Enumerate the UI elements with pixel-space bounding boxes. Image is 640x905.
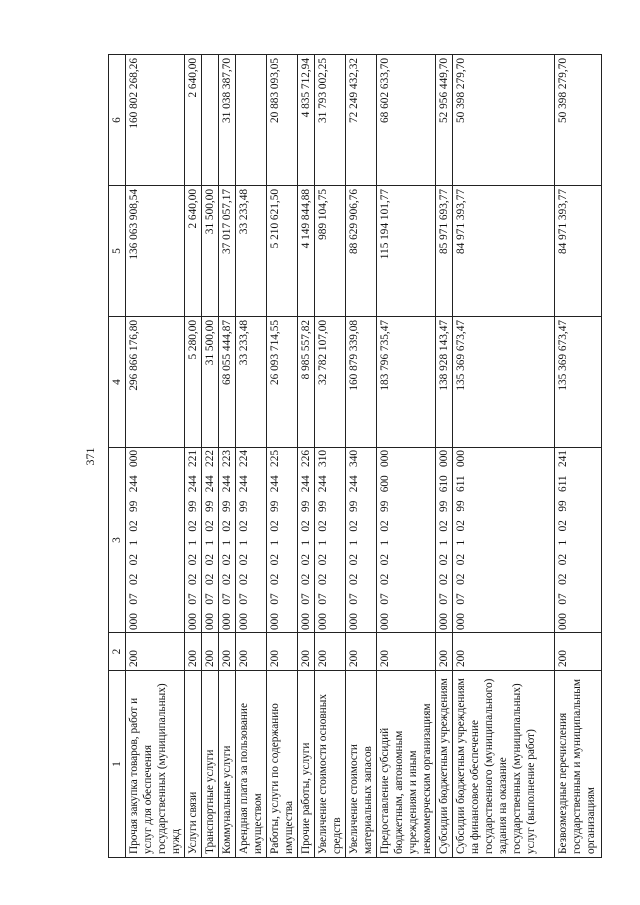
row-amount-col6: 2 640,00 [185, 55, 202, 186]
table-row [377, 55, 436, 858]
code-part: 99 [317, 500, 329, 512]
row-budget-code [219, 448, 236, 633]
row-budget-code [236, 448, 267, 633]
code-part: 02 [221, 554, 233, 566]
code-part: 224 [238, 450, 250, 467]
row-name: Увеличение стоимости материальных запасов [346, 671, 377, 858]
table-row [267, 55, 298, 858]
code-part: 07 [348, 593, 360, 605]
code-part: 222 [204, 450, 216, 467]
code-part: 310 [317, 450, 329, 467]
row-amount-col4: 135 369 673,47 [555, 317, 602, 448]
row-amount-col5: 4 149 844,88 [298, 186, 315, 317]
row-amount-col5: 33 233,48 [236, 186, 267, 317]
code-part: 02 [238, 520, 250, 532]
code-part: 611 [455, 475, 467, 492]
row-budget-code [377, 448, 436, 633]
code-part: 02 [557, 573, 569, 585]
row-amount-col6: 68 602 633,70 [377, 55, 436, 186]
code-part: 02 [238, 573, 250, 585]
code-part: 244 [348, 475, 360, 493]
code-part: 99 [204, 500, 216, 512]
code-part: 07 [300, 593, 312, 605]
code-part: 02 [557, 553, 569, 566]
code-part: 241 [557, 450, 569, 467]
code-part: 02 [187, 554, 199, 566]
row-code-line: 200 [236, 633, 267, 671]
code-part: 610 [438, 475, 450, 493]
row-amount-col4: 296 866 176,80 [126, 317, 185, 448]
code-part: 02 [300, 520, 312, 532]
code-part: 99 [455, 500, 467, 512]
code-part: 02 [128, 520, 140, 532]
code-part: 07 [269, 593, 281, 605]
column-header: 1 [109, 671, 126, 858]
code-part: 02 [455, 520, 467, 532]
code-part: 07 [221, 593, 233, 605]
code-part: 02 [221, 520, 233, 532]
column-header: 4 [109, 317, 126, 448]
code-part: 244 [221, 475, 233, 493]
code-part: 99 [348, 500, 360, 512]
code-part: 99 [379, 500, 391, 512]
table-row [298, 55, 315, 858]
row-name: Увеличение стоимости основных средств [315, 671, 346, 858]
row-amount-col4: 138 928 143,47 [436, 317, 453, 448]
table-row [202, 55, 219, 858]
row-amount-col4: 26 093 714,55 [267, 317, 298, 448]
row-amount-col6: 72 249 432,32 [346, 55, 377, 186]
table-row [346, 55, 377, 858]
row-amount-col6: 160 802 268,26 [126, 55, 185, 186]
code-part: 07 [557, 593, 569, 605]
code-part: 02 [348, 554, 360, 566]
row-code-line: 200 [346, 633, 377, 671]
code-part: 02 [128, 554, 140, 566]
table-row [436, 55, 453, 858]
page-number: 371 [83, 447, 97, 466]
code-part: 223 [221, 450, 233, 467]
row-amount-col5: 37 017 057,17 [219, 186, 236, 317]
row-name: Транспортные услуги [202, 671, 219, 858]
row-name: Коммунальные услуги [219, 671, 236, 858]
code-part: 02 [300, 554, 312, 566]
code-part: 02 [379, 573, 391, 585]
column-header: 3 [109, 448, 126, 633]
code-part: 02 [187, 520, 199, 532]
row-amount-col4: 68 055 444,87 [219, 317, 236, 448]
row-name: Субсидии бюджетным учреждениям на финансовое обеспечение государственного (муниципального) задания на оказание государственных (муниципальных) услуг (выполнение работ) [453, 671, 555, 858]
row-amount-col4: 183 796 735,47 [377, 317, 436, 448]
code-part: 000 [300, 613, 312, 630]
row-amount-col5: 84 971 393,77 [555, 186, 602, 317]
row-name: Работы, услуги по содержанию имущества [267, 671, 298, 858]
row-code-line: 200 [436, 633, 453, 671]
code-part: 244 [269, 475, 281, 493]
code-part: 244 [128, 475, 140, 493]
row-code-line: 200 [126, 633, 185, 671]
code-part: 244 [238, 475, 250, 493]
row-amount-col6: 31 038 387,70 [219, 55, 236, 186]
row-amount-col6: 50 398 279,70 [555, 55, 602, 186]
row-code-line: 200 [219, 633, 236, 671]
column-header: 6 [109, 55, 126, 186]
code-part: 1 [238, 540, 250, 546]
code-part: 07 [128, 593, 140, 605]
code-part: 000 [128, 450, 140, 467]
code-part: 07 [187, 593, 199, 605]
code-part: 000 [128, 613, 140, 630]
row-budget-code [555, 448, 602, 633]
code-part: 600 [379, 475, 391, 493]
row-amount-col4: 31 500,00 [202, 317, 219, 448]
code-part: 000 [438, 613, 450, 630]
row-code-line: 200 [315, 633, 346, 671]
code-part: 02 [128, 573, 140, 585]
row-name: Безвозмездные перечисления государственным и муниципальным организациям [555, 671, 602, 858]
code-part: 02 [238, 554, 250, 566]
row-amount-col4: 135 369 673,47 [453, 317, 555, 448]
code-part: 02 [300, 573, 312, 585]
code-part: 99 [269, 500, 281, 512]
code-part: 1 [204, 540, 216, 546]
code-part: 99 [438, 500, 450, 512]
code-part: 07 [238, 593, 250, 605]
table-row [236, 55, 267, 858]
code-part: 244 [187, 475, 199, 493]
code-part: 02 [221, 573, 233, 585]
code-part: 1 [187, 540, 199, 546]
code-part: 244 [317, 475, 329, 493]
row-budget-code [453, 448, 555, 633]
code-part: 02 [269, 573, 281, 585]
row-budget-code [346, 448, 377, 633]
row-code-line: 200 [555, 633, 602, 671]
code-part: 07 [455, 593, 467, 605]
code-part: 000 [204, 613, 216, 630]
code-part: 1 [221, 540, 233, 546]
code-part: 1 [557, 539, 569, 546]
code-part: 1 [300, 540, 312, 546]
code-part: 02 [269, 554, 281, 566]
code-part: 000 [187, 613, 199, 630]
code-part: 02 [455, 573, 467, 585]
row-name: Арендная плата за пользование имуществом [236, 671, 267, 858]
row-amount-col5: 5 210 621,50 [267, 186, 298, 317]
row-code-line: 200 [185, 633, 202, 671]
code-part: 000 [221, 613, 233, 630]
row-budget-code [185, 448, 202, 633]
row-budget-code [267, 448, 298, 633]
code-part: 244 [204, 475, 216, 493]
row-name: Субсидии бюджетным учреждениям [436, 671, 453, 858]
row-amount-col6 [202, 55, 219, 186]
code-part: 226 [300, 450, 312, 467]
code-part: 1 [379, 540, 391, 546]
code-part: 1 [269, 540, 281, 546]
code-part: 07 [379, 593, 391, 605]
code-part: 000 [557, 613, 569, 630]
code-part: 02 [348, 573, 360, 585]
code-part: 000 [455, 613, 467, 630]
code-part: 02 [379, 554, 391, 566]
row-code-line: 200 [298, 633, 315, 671]
table-row [219, 55, 236, 858]
column-header: 2 [109, 633, 126, 671]
row-code-line: 200 [377, 633, 436, 671]
row-code-line: 200 [202, 633, 219, 671]
row-amount-col5: 989 104,75 [315, 186, 346, 317]
code-part: 000 [348, 613, 360, 630]
rotated-page [75, 55, 610, 858]
row-amount-col6: 50 398 279,70 [453, 55, 555, 186]
table-row [555, 55, 602, 858]
row-budget-code [436, 448, 453, 633]
code-part: 02 [438, 520, 450, 532]
code-part: 1 [455, 539, 467, 546]
row-name: Предоставление субсидий бюджетным, автономным учреждениям и иным некоммерческим организациям [377, 671, 436, 858]
code-part: 1 [317, 540, 329, 546]
code-part: 99 [557, 500, 569, 512]
row-code-line: 200 [453, 633, 555, 671]
code-part: 02 [379, 520, 391, 532]
code-part: 02 [455, 553, 467, 566]
row-budget-code [126, 448, 185, 633]
row-budget-code [202, 448, 219, 633]
code-part: 02 [557, 520, 569, 532]
code-part: 000 [317, 613, 329, 630]
table-row [185, 55, 202, 858]
row-amount-col5: 31 500,00 [202, 186, 219, 317]
row-amount-col4: 5 280,00 [185, 317, 202, 448]
row-budget-code [298, 448, 315, 633]
code-part: 02 [317, 573, 329, 585]
row-amount-col5: 85 971 693,77 [436, 186, 453, 317]
code-part: 02 [204, 554, 216, 566]
code-part: 225 [269, 450, 281, 467]
row-name: Услуги связи [185, 671, 202, 858]
row-amount-col6: 4 835 712,94 [298, 55, 315, 186]
row-amount-col6: 20 883 093,05 [267, 55, 298, 186]
code-part: 07 [438, 593, 450, 605]
row-amount-col4: 160 879 339,08 [346, 317, 377, 448]
code-part: 99 [187, 500, 199, 512]
code-part: 000 [269, 613, 281, 630]
row-amount-col6: 52 956 449,70 [436, 55, 453, 186]
row-amount-col5: 2 640,00 [185, 186, 202, 317]
code-part: 02 [438, 554, 450, 566]
table-row [453, 55, 555, 858]
row-amount-col5: 115 194 101,77 [377, 186, 436, 317]
column-header: 5 [109, 186, 126, 317]
code-part: 02 [438, 573, 450, 585]
code-part: 02 [204, 573, 216, 585]
code-part: 244 [300, 475, 312, 493]
row-amount-col5: 84 971 393,77 [453, 186, 555, 317]
row-amount-col4: 32 782 107,00 [315, 317, 346, 448]
code-part: 611 [557, 475, 569, 492]
code-part: 221 [187, 450, 199, 467]
code-part: 1 [128, 540, 140, 546]
row-amount-col4: 8 985 557,82 [298, 317, 315, 448]
code-part: 02 [317, 520, 329, 532]
code-part: 02 [317, 554, 329, 566]
code-part: 99 [300, 500, 312, 512]
row-budget-code [315, 448, 346, 633]
budget-table [108, 54, 602, 858]
code-part: 02 [204, 520, 216, 532]
code-part: 340 [348, 450, 360, 467]
code-part: 1 [438, 540, 450, 546]
code-part: 99 [238, 500, 250, 512]
code-part: 02 [348, 520, 360, 532]
code-part: 07 [204, 593, 216, 605]
code-part: 000 [455, 450, 467, 467]
row-name: Прочие работы, услуги [298, 671, 315, 858]
code-part: 000 [238, 613, 250, 630]
table-header-row [109, 55, 126, 858]
row-amount-col5: 88 629 906,76 [346, 186, 377, 317]
row-amount-col6: 31 793 002,25 [315, 55, 346, 186]
row-amount-col4: 33 233,48 [236, 317, 267, 448]
table-row [315, 55, 346, 858]
row-amount-col6 [236, 55, 267, 186]
row-amount-col5: 136 063 908,54 [126, 186, 185, 317]
code-part: 1 [348, 540, 360, 546]
code-part: 07 [317, 593, 329, 605]
code-part: 000 [438, 450, 450, 467]
code-part: 02 [269, 520, 281, 532]
row-code-line: 200 [267, 633, 298, 671]
table-row [126, 55, 185, 858]
code-part: 02 [187, 573, 199, 585]
code-part: 99 [128, 500, 140, 512]
row-name: Прочая закупка товаров, работ и услуг для обеспечения государственных (муниципальных) нужд [126, 671, 185, 858]
code-part: 000 [379, 450, 391, 467]
code-part: 000 [379, 613, 391, 630]
code-part: 99 [221, 500, 233, 512]
